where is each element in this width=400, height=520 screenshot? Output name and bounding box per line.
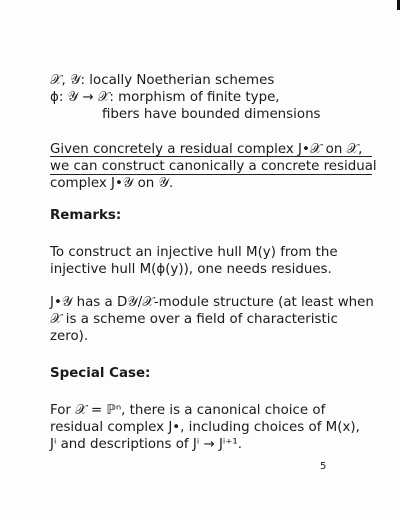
page-number: 5 (320, 461, 327, 472)
remark-2-line-2: 𝒳 is a scheme over a field of characteristic (50, 312, 338, 327)
remark-paragraph-1 (50, 244, 380, 278)
special-case-line-1: For 𝒳 = ℙⁿ, there is a canonical choice of (50, 403, 326, 418)
statement-block (50, 141, 380, 192)
remark-2-line-3: zero). (50, 329, 89, 344)
remark-1-line-1: To construct an injective hull M(y) from the (50, 245, 338, 260)
special-case-line-3: Jⁱ and descriptions of Jⁱ → Jⁱ⁺¹. (50, 437, 243, 452)
underline-rule-1 (50, 156, 372, 157)
special-case-line-2: residual complex J•, including choices of M(x), (50, 420, 360, 435)
definition-schemes: 𝒳, 𝒴: locally Noetherian schemes (50, 73, 275, 88)
definition-fibers: fibers have bounded dimensions (102, 107, 321, 122)
statement-line-1: Given concretely a residual complex J•𝒳 on 𝒳, (50, 142, 363, 157)
remark-2-line-1: J•𝒴 has a D𝒴/𝒳-module structure (at least when (50, 295, 374, 310)
remark-paragraph-2 (50, 294, 380, 345)
definition-morphism: ϕ: 𝒴 → 𝒳: morphism of finite type, (50, 90, 280, 105)
statement-line-3: complex J•𝒴 on 𝒴. (50, 176, 174, 191)
special-case-heading: Special Case: (50, 366, 151, 381)
statement-line-2: we can construct canonically a concrete residual (50, 159, 377, 174)
definitions-block (50, 72, 380, 123)
remarks-heading: Remarks: (50, 208, 122, 223)
underline-rule-2 (50, 174, 372, 175)
remark-1-line-2: injective hull M(ϕ(y)), one needs residues. (50, 262, 332, 277)
special-case-block (50, 402, 380, 453)
